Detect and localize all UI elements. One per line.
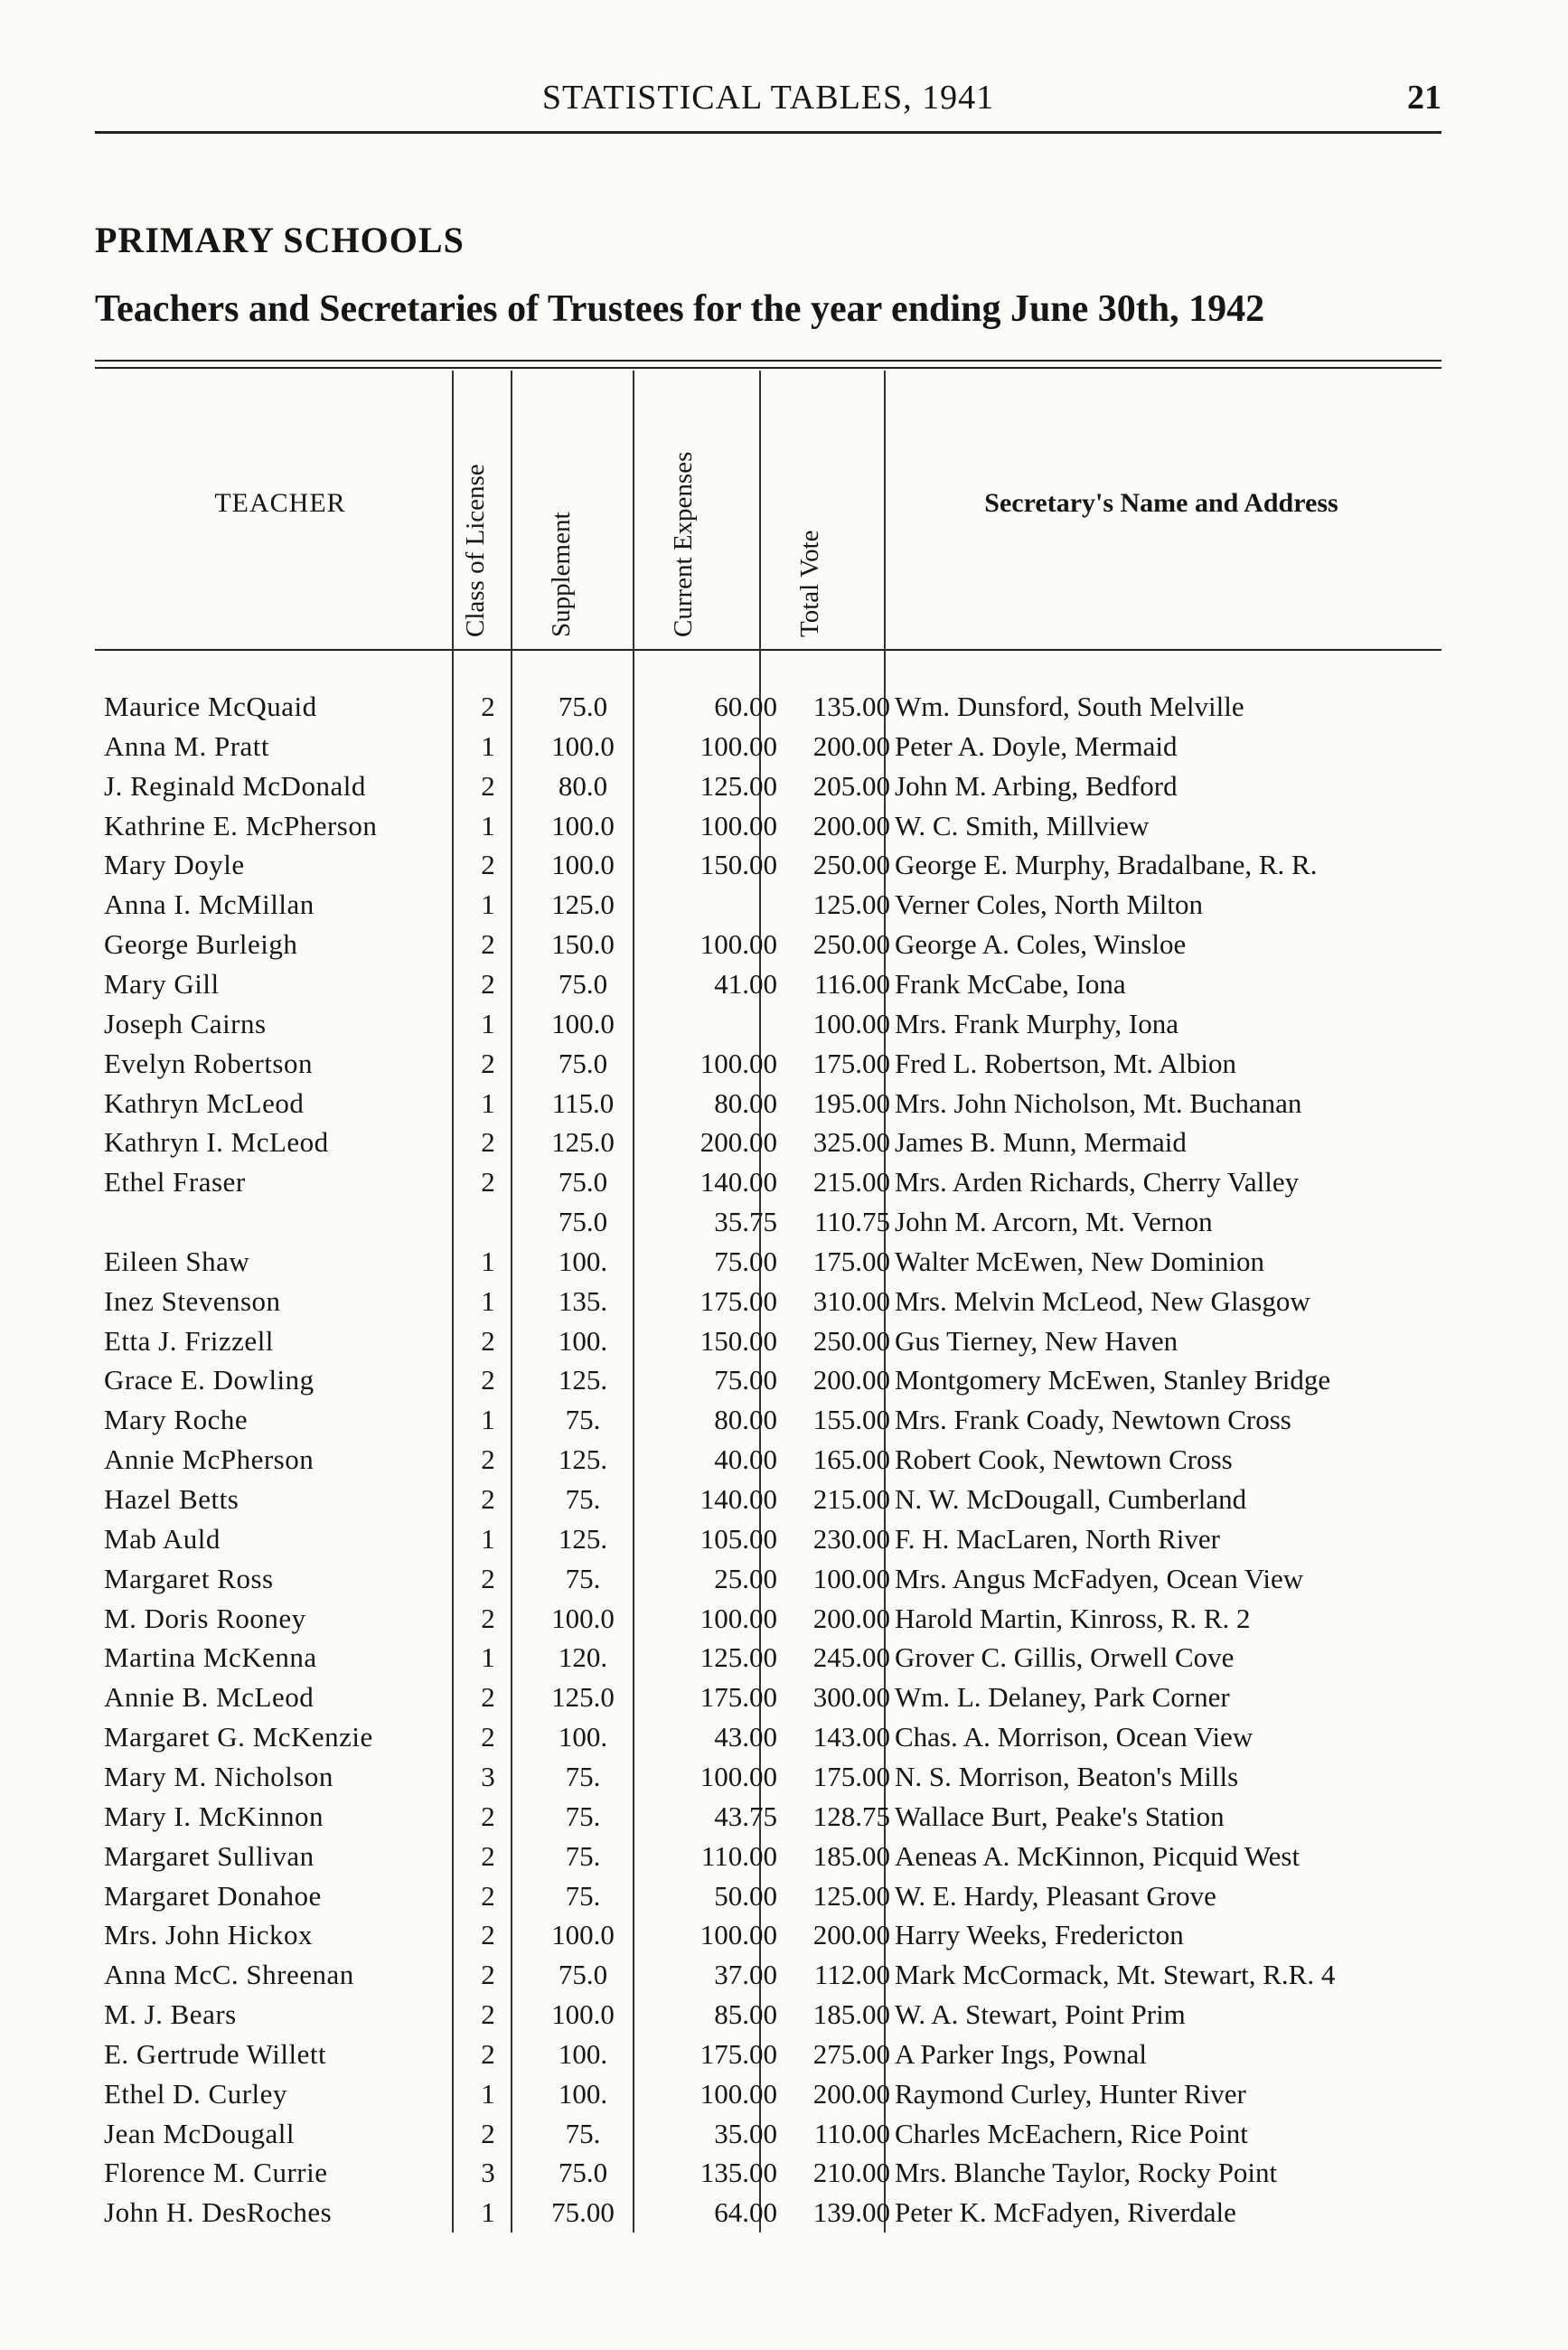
supplement-value: 75.0 xyxy=(558,691,608,722)
table-header-rule xyxy=(95,649,1441,651)
class-of-license: 2 xyxy=(481,769,495,802)
table-row xyxy=(95,1519,1441,1559)
teacher-name: Hazel Betts xyxy=(104,1483,239,1515)
secretary-name-address: Peter K. McFadyen, Riverdale xyxy=(895,2196,1236,2229)
secretary-name-address: Raymond Curley, Hunter River xyxy=(895,2077,1246,2110)
total-vote-value: 116.00 xyxy=(813,967,890,1000)
total-vote-value: 230.00 xyxy=(812,1522,890,1555)
supplement-value: 75. xyxy=(565,1562,601,1594)
current-expenses-value: 140.00 xyxy=(699,1483,777,1515)
secretary-name-address: Charles McEachern, Rice Point xyxy=(895,2117,1248,2149)
supplement-value: 125. xyxy=(558,1522,608,1555)
teacher-name: Joseph Cairns xyxy=(104,1007,267,1039)
supplement-value: 125.0 xyxy=(551,888,615,921)
supplement-value: 75. xyxy=(565,1879,601,1912)
current-expenses-value: 200.00 xyxy=(699,1126,777,1159)
table-row xyxy=(95,1837,1441,1876)
teacher-name: Mab Auld xyxy=(104,1522,221,1555)
class-of-license: 2 xyxy=(481,1483,495,1515)
table-row xyxy=(95,1480,1441,1519)
current-expenses-value: 110.00 xyxy=(700,1839,777,1872)
class-of-license: 2 xyxy=(481,1602,495,1634)
teacher-name: Kathryn I. McLeod xyxy=(104,1126,329,1159)
total-vote-value: 135.00 xyxy=(812,691,890,722)
table-top-rule-inner xyxy=(95,367,1441,369)
total-vote-value: 250.00 xyxy=(812,1324,890,1357)
supplement-value: 100.0 xyxy=(551,809,615,841)
teacher-name: Kathryn McLeod xyxy=(104,1086,305,1119)
table-row xyxy=(95,1955,1441,1995)
class-of-license: 2 xyxy=(481,1998,495,2031)
secretary-name-address: Mrs. Frank Coady, Newtown Cross xyxy=(895,1404,1291,1436)
table-row xyxy=(95,1995,1441,2035)
teacher-name: Ethel Fraser xyxy=(104,1166,246,1198)
teacher-name: Anna I. McMillan xyxy=(104,888,315,921)
current-expenses-value: 60.00 xyxy=(714,691,777,722)
supplement-value: 75. xyxy=(565,2117,601,2149)
total-vote-value: 245.00 xyxy=(812,1641,890,1674)
teacher-name: Anna McC. Shreenan xyxy=(104,1959,354,1991)
supplement-value: 120. xyxy=(558,1641,608,1674)
total-vote-value: 205.00 xyxy=(812,769,890,802)
teacher-name: Mary Doyle xyxy=(104,849,245,881)
current-expenses-value: 85.00 xyxy=(714,1998,777,2031)
secretary-name-address: Gus Tierney, New Haven xyxy=(895,1324,1178,1357)
table-row xyxy=(95,2074,1441,2114)
secretary-name-address: N. S. Morrison, Beaton's Mills xyxy=(895,1760,1239,1792)
page-header xyxy=(95,72,1441,127)
class-of-license: 1 xyxy=(481,1086,495,1119)
column-header-class-of-license: Class of License xyxy=(461,464,490,637)
secretary-name-address: W. C. Smith, Millview xyxy=(895,809,1150,841)
table-row xyxy=(95,1321,1441,1361)
supplement-value: 100.0 xyxy=(551,1919,615,1951)
secretary-name-address: Mrs. John Nicholson, Mt. Buchanan xyxy=(895,1086,1302,1119)
current-expenses-value: 100.00 xyxy=(699,928,777,961)
supplement-value: 125. xyxy=(558,1364,608,1396)
current-expenses-value: 50.00 xyxy=(714,1879,777,1912)
secretary-name-address: Wm. L. Delaney, Park Corner xyxy=(895,1681,1230,1714)
supplement-value: 75.0 xyxy=(558,1206,608,1238)
table-row xyxy=(95,1915,1441,1955)
current-expenses-value: 100.00 xyxy=(699,2077,777,2110)
teacher-name: Florence M. Currie xyxy=(104,2157,328,2189)
column-header-current-expenses: Current Expenses xyxy=(669,451,698,637)
secretary-name-address: Walter McEwen, New Dominion xyxy=(895,1245,1265,1277)
supplement-value: 100.0 xyxy=(551,1007,615,1039)
total-vote-value: 112.00 xyxy=(813,1959,890,1991)
secretary-name-address: James B. Munn, Mermaid xyxy=(895,1126,1187,1159)
total-vote-value: 310.00 xyxy=(812,1284,890,1317)
teacher-name: Margaret Ross xyxy=(104,1562,274,1594)
total-vote-value: 325.00 xyxy=(812,1126,890,1159)
teacher-name: Eileen Shaw xyxy=(104,1245,250,1277)
column-header-teacher: TEACHER xyxy=(214,488,346,518)
table-row xyxy=(95,925,1441,964)
table-row xyxy=(95,727,1441,766)
total-vote-value: 200.00 xyxy=(812,1364,890,1396)
current-expenses-value: 37.00 xyxy=(714,1959,777,1991)
total-vote-value: 143.00 xyxy=(812,1721,890,1753)
supplement-value: 100.0 xyxy=(551,849,615,881)
class-of-license: 3 xyxy=(481,1760,495,1792)
class-of-license: 2 xyxy=(481,1800,495,1832)
class-of-license: 2 xyxy=(481,849,495,881)
secretary-name-address: John M. Arcorn, Mt. Vernon xyxy=(895,1206,1213,1238)
secretary-name-address: Aeneas A. McKinnon, Picquid West xyxy=(895,1839,1300,1872)
teacher-name: E. Gertrude Willett xyxy=(104,2037,327,2070)
header-rule xyxy=(95,131,1441,134)
total-vote-value: 275.00 xyxy=(812,2037,890,2070)
table-row xyxy=(95,1282,1441,1321)
table-row xyxy=(95,1084,1441,1123)
table-row xyxy=(95,1678,1441,1717)
supplement-value: 75.0 xyxy=(558,1047,608,1079)
current-expenses-value: 175.00 xyxy=(699,2037,777,2070)
teacher-name: John H. DesRoches xyxy=(104,2196,333,2229)
class-of-license: 1 xyxy=(481,888,495,921)
class-of-license: 2 xyxy=(481,1047,495,1079)
current-expenses-value: 100.00 xyxy=(699,1047,777,1079)
secretary-name-address: Wallace Burt, Peake's Station xyxy=(895,1800,1225,1832)
page-number: 21 xyxy=(1407,79,1441,117)
total-vote-value: 100.00 xyxy=(812,1007,890,1039)
total-vote-value: 175.00 xyxy=(812,1245,890,1277)
total-vote-value: 125.00 xyxy=(812,1879,890,1912)
current-expenses-value: 41.00 xyxy=(714,967,777,1000)
secretary-name-address: Mrs. Melvin McLeod, New Glasgow xyxy=(895,1284,1310,1317)
current-expenses-value: 105.00 xyxy=(699,1522,777,1555)
secretary-name-address: Mrs. Angus McFadyen, Ocean View xyxy=(895,1562,1304,1594)
table-row xyxy=(95,1757,1441,1797)
secretary-name-address: F. H. MacLaren, North River xyxy=(895,1522,1220,1555)
supplement-value: 100.0 xyxy=(551,1998,615,2031)
secretary-name-address: George A. Coles, Winsloe xyxy=(895,928,1187,961)
teacher-name: Evelyn Robertson xyxy=(104,1047,313,1079)
table-row xyxy=(95,1004,1441,1044)
table-row xyxy=(95,1797,1441,1837)
secretary-name-address: Harold Martin, Kinross, R. R. 2 xyxy=(895,1602,1251,1634)
class-of-license: 1 xyxy=(481,1522,495,1555)
class-of-license: 2 xyxy=(481,928,495,961)
column-header-total-vote: Total Vote xyxy=(795,530,824,637)
table-row xyxy=(95,2035,1441,2074)
table-row xyxy=(95,1360,1441,1400)
total-vote-value: 125.00 xyxy=(812,888,890,921)
table-row xyxy=(95,1638,1441,1678)
table-row xyxy=(95,806,1441,846)
class-of-license: 2 xyxy=(481,2037,495,2070)
secretary-name-address: Frank McCabe, Iona xyxy=(895,967,1126,1000)
class-of-license: 2 xyxy=(481,1364,495,1396)
teacher-name: Mary Roche xyxy=(104,1404,249,1436)
class-of-license: 2 xyxy=(481,967,495,1000)
teacher-name: Maurice McQuaid xyxy=(104,691,317,722)
current-expenses-value: 64.00 xyxy=(714,2196,777,2229)
secretary-name-address: Robert Cook, Newtown Cross xyxy=(895,1443,1233,1476)
supplement-value: 125. xyxy=(558,1443,608,1476)
table-row xyxy=(95,1559,1441,1599)
total-vote-value: 110.75 xyxy=(813,1206,890,1238)
secretary-name-address: John M. Arbing, Bedford xyxy=(895,769,1178,802)
supplement-value: 150.0 xyxy=(551,928,615,961)
teacher-name: Margaret G. McKenzie xyxy=(104,1721,373,1753)
current-expenses-value: 175.00 xyxy=(699,1681,777,1714)
supplement-value: 75.0 xyxy=(558,2157,608,2189)
teacher-name: M. J. Bears xyxy=(104,1998,237,2031)
class-of-license: 3 xyxy=(481,2157,495,2189)
supplement-value: 80.0 xyxy=(558,769,608,802)
supplement-value: 75. xyxy=(565,1800,601,1832)
teacher-name: J. Reginald McDonald xyxy=(104,769,366,802)
secretary-name-address: George E. Murphy, Bradalbane, R. R. xyxy=(895,849,1318,881)
current-expenses-value: 150.00 xyxy=(699,849,777,881)
current-expenses-value: 25.00 xyxy=(714,1562,777,1594)
secretary-name-address: Mrs. Frank Murphy, Iona xyxy=(895,1007,1178,1039)
teacher-name: Etta J. Frizzell xyxy=(104,1324,274,1357)
table-row xyxy=(95,1202,1441,1242)
teacher-name: Annie McPherson xyxy=(104,1443,315,1476)
class-of-license: 2 xyxy=(481,1443,495,1476)
total-vote-value: 175.00 xyxy=(812,1760,890,1792)
secretary-name-address: Mark McCormack, Mt. Stewart, R.R. 4 xyxy=(895,1959,1336,1991)
total-vote-value: 300.00 xyxy=(812,1681,890,1714)
table-row xyxy=(95,964,1441,1004)
class-of-license: 1 xyxy=(481,1284,495,1317)
class-of-license: 2 xyxy=(481,1166,495,1198)
current-expenses-value: 100.00 xyxy=(699,1602,777,1634)
table-row xyxy=(95,845,1441,885)
teacher-name: Anna M. Pratt xyxy=(104,729,270,762)
column-header-secretary: Secretary's Name and Address xyxy=(984,488,1338,518)
section-title: PRIMARY SCHOOLS xyxy=(95,220,465,260)
total-vote-value: 210.00 xyxy=(812,2157,890,2189)
secretary-name-address: W. E. Hardy, Pleasant Grove xyxy=(895,1879,1216,1912)
teacher-name: Martina McKenna xyxy=(104,1641,317,1674)
current-expenses-value: 75.00 xyxy=(714,1364,777,1396)
column-header-supplement: Supplement xyxy=(547,512,576,637)
total-vote-value: 200.00 xyxy=(812,2077,890,2110)
current-expenses-value: 100.00 xyxy=(699,809,777,841)
table-row xyxy=(95,2193,1441,2232)
current-expenses-value: 100.00 xyxy=(699,1760,777,1792)
running-title: STATISTICAL TABLES, 1941 xyxy=(541,79,995,117)
total-vote-value: 200.00 xyxy=(812,809,890,841)
table-row xyxy=(95,1242,1441,1282)
class-of-license: 2 xyxy=(481,1562,495,1594)
current-expenses-value: 140.00 xyxy=(699,1166,777,1198)
table-row xyxy=(95,2153,1441,2193)
supplement-value: 100. xyxy=(558,1324,608,1357)
secretary-name-address: W. A. Stewart, Point Prim xyxy=(895,1998,1186,2031)
class-of-license: 2 xyxy=(481,1126,495,1159)
total-vote-value: 155.00 xyxy=(812,1404,890,1436)
teacher-name: Kathrine E. McPherson xyxy=(104,809,378,841)
secretary-name-address: A Parker Ings, Pownal xyxy=(895,2037,1147,2070)
total-vote-value: 200.00 xyxy=(812,729,890,762)
table-row xyxy=(95,687,1441,727)
current-expenses-value: 150.00 xyxy=(699,1324,777,1357)
supplement-value: 75. xyxy=(565,1404,601,1436)
total-vote-value: 200.00 xyxy=(812,1919,890,1951)
supplement-value: 100. xyxy=(558,2037,608,2070)
teacher-name: Jean McDougall xyxy=(104,2117,296,2149)
supplement-value: 115.0 xyxy=(551,1086,615,1119)
current-expenses-value: 100.00 xyxy=(699,1919,777,1951)
class-of-license: 1 xyxy=(481,729,495,762)
teacher-name: George Burleigh xyxy=(104,928,298,961)
supplement-value: 125.0 xyxy=(551,1681,615,1714)
total-vote-value: 175.00 xyxy=(812,1047,890,1079)
table-top-rule xyxy=(95,360,1441,362)
class-of-license: 1 xyxy=(481,1404,495,1436)
total-vote-value: 110.00 xyxy=(813,2117,890,2149)
secretary-name-address: Mrs. Blanche Taylor, Rocky Point xyxy=(895,2157,1278,2189)
supplement-value: 75.00 xyxy=(551,2196,615,2229)
class-of-license: 1 xyxy=(481,1007,495,1039)
secretary-name-address: Fred L. Robertson, Mt. Albion xyxy=(895,1047,1237,1079)
teacher-name: Grace E. Dowling xyxy=(104,1364,315,1396)
total-vote-value: 185.00 xyxy=(812,1998,890,2031)
teacher-name: Mary I. McKinnon xyxy=(104,1800,324,1832)
secretary-name-address: Chas. A. Morrison, Ocean View xyxy=(895,1721,1253,1753)
class-of-license: 1 xyxy=(481,809,495,841)
table-row xyxy=(95,1876,1441,1916)
class-of-license: 2 xyxy=(481,1721,495,1753)
current-expenses-value: 43.00 xyxy=(714,1721,777,1753)
secretary-name-address: Wm. Dunsford, South Melville xyxy=(895,691,1244,722)
total-vote-value: 200.00 xyxy=(812,1602,890,1634)
secretary-name-address: Peter A. Doyle, Mermaid xyxy=(895,729,1178,762)
table-row xyxy=(95,1044,1441,1084)
secretary-name-address: Grover C. Gillis, Orwell Cove xyxy=(895,1641,1235,1674)
class-of-license: 2 xyxy=(481,1681,495,1714)
total-vote-value: 195.00 xyxy=(812,1086,890,1119)
class-of-license: 2 xyxy=(481,1324,495,1357)
total-vote-value: 139.00 xyxy=(812,2196,890,2229)
teacher-name: Annie B. McLeod xyxy=(104,1681,315,1714)
supplement-value: 75. xyxy=(565,1760,601,1792)
table-row xyxy=(95,1599,1441,1639)
current-expenses-value: 100.00 xyxy=(699,729,777,762)
current-expenses-value: 75.00 xyxy=(714,1245,777,1277)
supplement-value: 125.0 xyxy=(551,1126,615,1159)
teacher-name: Ethel D. Curley xyxy=(104,2077,287,2110)
total-vote-value: 215.00 xyxy=(812,1483,890,1515)
class-of-license: 1 xyxy=(481,1245,495,1277)
supplement-value: 100. xyxy=(558,1245,608,1277)
supplement-value: 100.0 xyxy=(551,1602,615,1634)
total-vote-value: 128.75 xyxy=(812,1800,890,1832)
table-row xyxy=(95,1400,1441,1440)
teacher-name: M. Doris Rooney xyxy=(104,1602,306,1634)
current-expenses-value: 175.00 xyxy=(699,1284,777,1317)
table-row xyxy=(95,1440,1441,1480)
current-expenses-value: 35.00 xyxy=(714,2117,777,2149)
current-expenses-value: 80.00 xyxy=(714,1086,777,1119)
total-vote-value: 100.00 xyxy=(812,1562,890,1594)
table-row xyxy=(95,1717,1441,1757)
secretary-name-address: N. W. McDougall, Cumberland xyxy=(895,1483,1247,1515)
total-vote-value: 250.00 xyxy=(812,849,890,881)
class-of-license: 1 xyxy=(481,1641,495,1674)
supplement-value: 75.0 xyxy=(558,967,608,1000)
table-row xyxy=(95,885,1441,925)
table-row xyxy=(95,1123,1441,1162)
table-subtitle: Teachers and Secretaries of Trustees for the year ending June 30th, 1942 xyxy=(95,288,1265,330)
total-vote-value: 165.00 xyxy=(812,1443,890,1476)
supplement-value: 75. xyxy=(565,1839,601,1872)
class-of-license: 2 xyxy=(481,2117,495,2149)
table-row xyxy=(95,1162,1441,1202)
secretary-name-address: Harry Weeks, Fredericton xyxy=(895,1919,1184,1951)
teacher-name: Mary Gill xyxy=(104,967,220,1000)
total-vote-value: 215.00 xyxy=(812,1166,890,1198)
current-expenses-value: 135.00 xyxy=(699,2157,777,2189)
teacher-name: Mary M. Nicholson xyxy=(104,1760,333,1792)
teacher-name: Margaret Sullivan xyxy=(104,1839,315,1872)
current-expenses-value: 125.00 xyxy=(699,1641,777,1674)
secretary-name-address: Montgomery McEwen, Stanley Bridge xyxy=(895,1364,1331,1396)
class-of-license: 2 xyxy=(481,1919,495,1951)
secretary-name-address: Verner Coles, North Milton xyxy=(895,888,1203,921)
supplement-value: 135. xyxy=(558,1284,608,1317)
class-of-license: 1 xyxy=(481,2077,495,2110)
supplement-value: 100. xyxy=(558,2077,608,2110)
supplement-value: 75.0 xyxy=(558,1959,608,1991)
supplement-value: 100.0 xyxy=(551,729,615,762)
supplement-value: 75.0 xyxy=(558,1166,608,1198)
class-of-license: 2 xyxy=(481,691,495,722)
class-of-license: 1 xyxy=(481,2196,495,2229)
current-expenses-value: 43.75 xyxy=(714,1800,777,1832)
total-vote-value: 185.00 xyxy=(812,1839,890,1872)
supplement-value: 75. xyxy=(565,1483,601,1515)
class-of-license: 2 xyxy=(481,1879,495,1912)
current-expenses-value: 40.00 xyxy=(714,1443,777,1476)
supplement-value: 100. xyxy=(558,1721,608,1753)
current-expenses-value: 80.00 xyxy=(714,1404,777,1436)
table-row xyxy=(95,2114,1441,2154)
current-expenses-value: 125.00 xyxy=(699,769,777,802)
current-expenses-value: 35.75 xyxy=(714,1206,777,1238)
class-of-license: 2 xyxy=(481,1959,495,1991)
table-row xyxy=(95,766,1441,806)
teacher-name: Margaret Donahoe xyxy=(104,1879,322,1912)
total-vote-value: 250.00 xyxy=(812,928,890,961)
class-of-license: 2 xyxy=(481,1839,495,1872)
teacher-name: Inez Stevenson xyxy=(104,1284,281,1317)
teacher-name: Mrs. John Hickox xyxy=(104,1919,314,1951)
secretary-name-address: Mrs. Arden Richards, Cherry Valley xyxy=(895,1166,1300,1198)
